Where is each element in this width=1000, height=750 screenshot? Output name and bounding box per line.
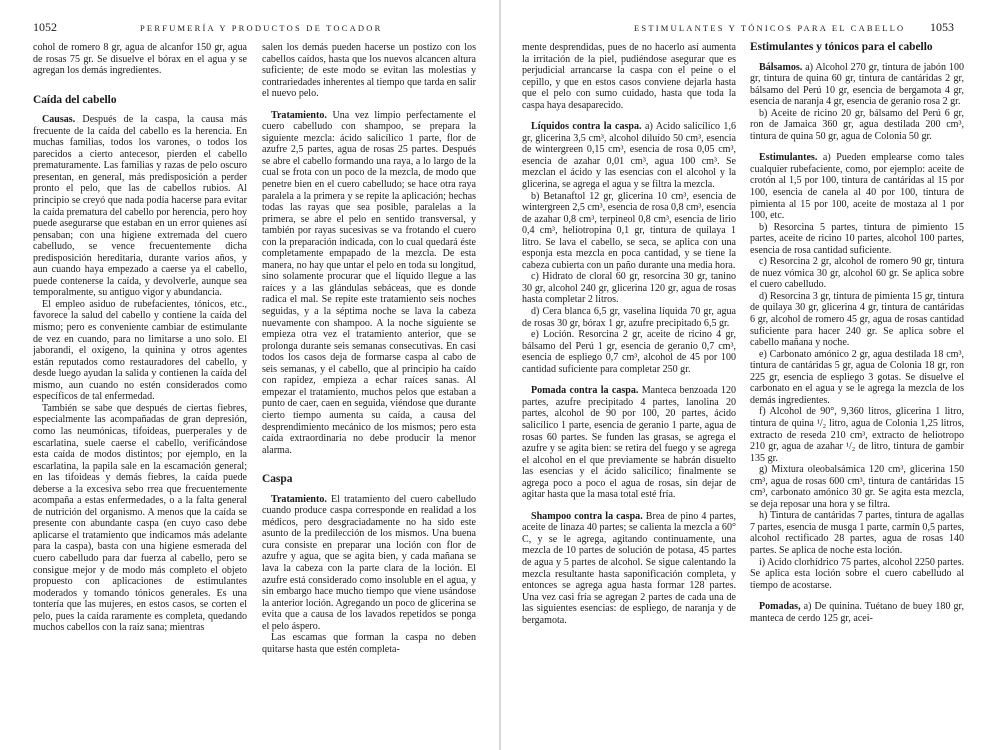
right-page-column-2: [750, 42, 964, 746]
body-paragraph: [522, 191, 736, 272]
section-heading: Caída del cabello: [33, 93, 117, 106]
paragraph-text: Manteca benzoada 120 partes, azufre precipitado 4 partes, lanolina 20 partes, alcohol de 90 por 100, 20 partes, ácido salicílico 1 parte, esencia de geranio 1 parte, agua de rosas 60 partes. Se funden las grasas, se agrega el azufre y se agita bien: se retira del fuego y se agrega el alcohol en el que previamente se habrán disuelto las esencias y el ácido salicílico; finalmente se agrega poco a poco el agua de rosas, sin dejar de agitar hasta que la masa total esté fría.: [522, 385, 736, 501]
paragraph-text: salen los demás pueden hacerse un postizo con los cabellos caídos, hasta que los nuevos alcancen altura suficiente; de este modo se evitan las molestias y contrariedades inherentes al tiempo que tarda en salir el nuevo pelo.: [262, 42, 476, 100]
left-page-number: 1052: [33, 20, 57, 34]
paragraph-spacer: [522, 375, 736, 385]
paragraph-text: También se sabe que después de ciertas fiebres, especialmente las acompañadas de gran depresión, como las neumónicas, tifoideas, puerperales y de escarlatina, suele caerse el cabello, verificándose esta caída de modos distintos; por ejemplo, en la escarlatina, la papila sale en la escamación general; en las tifoideas y demás fiebres, la caída puede deberse a la excesiva sebo rrea que frecuentemente acompaña a estas enfermedades, o a la falta general de nutrición del organismo. A menos que la caída se presente con abundante caspa (en cuyo caso debe aplicarse el tratamiento que indicamos más adelante para la caspa), basta con una higiene esmerada del cuero cabelludo para dar fuerza al cabello, pero se consigue mejor y de modo más completo el objeto propuesto con aplicaciones de estimulantes moderados y tomando tónicos generales. Es una tontería que las mujeres, en estos casos, se corten el pelo, pues la caída raramente es completa, quedando muchos cabellos con la raíz sana; mientras: [33, 402, 247, 634]
body-paragraph: [750, 62, 964, 108]
paragraph-spacer: [262, 456, 476, 466]
body-paragraph: [750, 464, 964, 510]
paragraph-text: Brea de pino 4 partes, aceite de linaza 40 partes; se calienta la mezcla a 60° C, y se le agrega, agitando continuamente, una mezcla de 10 partes de solución de potasa, 45 partes de agua y 5 partes de alcohol. Se sigue calentando la mezcla resultante hasta saponificación completa, y entonces se agrega agua hasta formar 128 partes. Una vez casi fría se agregan 2 partes de cada una de las siguientes esencias: de espliego, de naranja y de bergamota.: [522, 510, 736, 626]
body-paragraph: [262, 110, 476, 456]
body-paragraph: [750, 510, 964, 556]
run-in-heading: Bálsamos.: [759, 61, 803, 73]
paragraph-text: El empleo asiduo de rubefacientes, tónicos, etc., favorece la salud del cabello y contiene la caída del mismo; pero es conveniente cambiar de estimulante de vez en cuando, para no limitarse a uno solo. El jaborandi, el oxígeno, la quinina y otros agentes están reputados como restauradores del cabello, y desde luego ayudan la salida y contienen la caída del mismo, aun cuando no estén considerados como específicos de tal enfermedad.: [33, 298, 247, 403]
body-paragraph: [522, 329, 736, 375]
run-in-heading: Líquidos contra la caspa.: [531, 121, 642, 133]
section-heading: Caspa: [262, 473, 293, 486]
body-paragraph: [522, 511, 736, 626]
body-paragraph: [522, 121, 736, 190]
body-paragraph: [262, 494, 476, 633]
paragraph-text: b) Betanaftol 12 gr, glicerina 10 cm³, esencia de wintergreen 2,5 cm³, esencia de rosa 0,8 cm³, esencia de azahar 0,8 cm³, terpineol 0,8 cm³, esencia de lirio 0,4 cm³, heliotropina 0,1 gr, tintura de quilaya 1 litro. Se lava el cabello, se seca, se aplica con una esponja esta mezcla en poca cantidad, y se tiene la cabeza cubierta con un paño durante una media hora.: [522, 190, 736, 271]
run-in-heading: Tratamiento.: [271, 109, 327, 121]
paragraph-text: i) Acido clorhídrico 75 partes, alcohol 2250 partes. Se aplica esta loción sobre el cuero cabelludo al tiempo de acostarse.: [750, 556, 964, 591]
page-gutter: [499, 0, 501, 750]
paragraph-text: cohol de romero 8 gr, agua de alcanfor 150 gr, agua de rosas 75 gr. Se disuelve el bórax en el agua y se agregan los demás ingredientes.: [33, 42, 247, 77]
paragraph-text: Una vez limpio perfectamente el cuero cabelludo con shampoo, se prepara la siguiente mezcla: ácido salicílico 1 parte, flor de azufre 2,5 partes, agua de rosas 25 partes. Después se abre el cabello formando una raya, a lo largo de la cual se frota con un poco de la mezcla, de modo que penetre bien en el cuero cabelludo; se hace otra raya paralela a la primera y se repite la aplicación; hechas todas las rayas que sea posible, paralelas a la primera, se abre el pelo en sentido transversal, y también por rayas sucesivas se va frotando el cuero con la preparación indicada, con lo cual quedará éste completamente empapado de la mezcla. De esta manera, no hay que untar el pelo en toda su longitud, sino solamente procurar que el líquido llegue a las raíces y a las glándulas sebáceas, que es donde radica el mal. Se repite este tratamiento seis noches seguidas, y a la séptima noche se lava la cabeza nuevamente con shampoo. A la noche siguiente se empieza otra vez el tratamiento anterior, que se prolonga durante seis semanas consecutivas. En casi todos los casos deja de formarse caspa al cabo de seis semanas, y el cabello, que al principio ha caído con rapidez, empieza a echar raíces sanas. Al empezar el tratamiento, muchos pelos que estaban a punto de caer, caen en seguida, viéndose que durante cierto tiempo aumenta su caída, a causa del desprendimiento mecánico de los mismos; pero esta caída extraordinaria no debe producir la menor alarma.: [262, 109, 476, 456]
body-paragraph: [750, 601, 964, 624]
body-paragraph: [33, 114, 247, 299]
paragraph-text: g) Mixtura oleobalsámica 120 cm³, glicerina 150 cm³, agua de rosas 600 cm³, tintura de cantáridas 15 cm³, carbonato amónico 30 gr. Se agita esta mezcla, se deja reposar una hora y se filtra.: [750, 464, 964, 510]
paragraph-text: Después de la caspa, la causa más frecuente de la caída del cabello es la herencia. En muchas familias, todos los varones, o todos los parecidos a cierto antecesor, pierden el cabello prematuramente. Las familias y razas de pelo oscuro presentan, en general, más predisposición a perder pronto el pelo, que las de cabellos rubios. Al principio se creyó que nada podía hacerse para evitar la caída prematura del cabello por herencia, pero hoy puede asegurarse que estaban en un error quienes así pensaban; con una higiene extremada del cuero cabelludo, se vence frecuentemente dicha predisposición hereditaria, durante varios años, y aun cuando haya empezado a caerse ya el cabello, puede contenerse la caída, y devolverle, aunque sea temporalmente, su antiguo vigor y abundancia.: [33, 114, 247, 299]
body-paragraph: [33, 403, 247, 634]
body-paragraph: [750, 349, 964, 407]
body-paragraph: [750, 291, 964, 349]
body-paragraph: [522, 42, 736, 111]
run-in-heading: Causas.: [42, 114, 76, 126]
paragraph-text: d) Resorcina 3 gr, tintura de pimienta 15 gr, tintura de quilaya 30 gr, glicerina 4 gr, tintura de cantáridas 6 gr, alcohol de romero 45 gr, agua de rosas cantidad suficiente para hacer 240 gr. Se aplica sobre el cabello mañana y noche.: [750, 290, 964, 349]
paragraph-text: mente desprendidas, pues de no hacerlo así aumenta la irritación de la piel, pudiéndose asegurar que es perjudicial arrancarse la caspa con el peine o el cepillo, y que en estos casos conviene dejarla hasta que el pelo con sumo cuidado, hasta que toda la caspa haya desaparecido.: [522, 42, 736, 111]
paragraph-text: d) Cera blanca 6,5 gr, vaselina líquida 70 gr, agua de rosas 30 gr, bórax 1 gr, azufre precipitado 6,5 gr.: [522, 306, 736, 329]
body-paragraph: [522, 385, 736, 500]
left-page-column-1: [33, 42, 247, 746]
section-heading: Estimulantes y tónicos para el cabello: [750, 42, 933, 53]
paragraph-text: a) Alcohol 270 gr, tintura de jabón 100 gr, tintura de quina 60 gr, tintura de cantáridas 2 gr, bálsamo del Perú 10 gr, esencia de bergamota 4 gr, esencia de naranja 4 gr, esencia de geranio rosa 2 gr.: [750, 61, 964, 108]
paragraph-spacer: [522, 111, 736, 121]
paragraph-spacer: [522, 501, 736, 511]
paragraph-text: f) Alcohol de 90°, 9,360 litros, glicerina 1 litro, tintura de quina ¹/₂ litro, agua de Colonia 1,25 litros, extracto de reseda 210 cm³, extracto de heliotropo 210 gr, agua de azahar ¹/₂ de litro, tintura de gambir 135 gr.: [750, 406, 964, 464]
run-in-heading: Pomada contra la caspa.: [531, 385, 639, 397]
body-paragraph: [750, 108, 964, 143]
paragraph-text: El tratamiento del cuero cabelludo cuando produce caspa corresponde en realidad a los médicos, pero desgraciadamente no ha sido este asunto de la predilección de los mismos. Una buena cura consiste en preparar una loción con flor de azufre y agua, que se agita bien, y cada mañana se lava la cabeza con la parte clara de la loción. El azufre está considerado como insoluble en el agua, y sin embargo hace mucho tiempo que viene usándose la anterior loción. Agregando un poco de glicerina se evita que a causa de los lavados repetidos se ponga el pelo áspero.: [262, 493, 476, 632]
run-in-heading: Estimulantes.: [759, 152, 818, 164]
paragraph-text: Las escamas que forman la caspa no deben quitarse hasta que estén completa-: [262, 632, 476, 655]
paragraph-text: e) Loción. Resorcina 2 gr, aceite de ricino 4 gr, bálsamo del Perú 1 gr, esencia de geranio 0,7 cm³, esencia de espliego 0,7 cm³, alcohol de 45 por 100 cantidad suficiente para completar 250 gr.: [522, 329, 736, 375]
right-page-column-1: [522, 42, 736, 746]
body-paragraph: [750, 256, 964, 291]
body-paragraph: [522, 306, 736, 329]
body-paragraph: [262, 632, 476, 655]
run-in-heading: Tratamiento.: [271, 493, 327, 505]
right-page-number: 1053: [930, 20, 954, 34]
body-paragraph: [750, 222, 964, 257]
paragraph-text: a) Pueden emplearse como tales cualquier rubefaciente, como, por ejemplo: aceite de crotón al 1,5 por 100, tintura de cantáridas al 15 por 100, esencia de canela al 40 por 100, tintura de pimienta al 15 por 100, aceite de mostaza al 1 por 100, etc.: [750, 152, 964, 222]
paragraph-text: e) Carbonato amónico 2 gr, agua destilada 18 cm³, tintura de cantáridas 5 gr, agua de Colonia 18 gr, ron 225 gr, esencia de espliego 3 gotas. Se disuelve el carbonato en el agua y se le agrega la mezcla de los demás ingredientes.: [750, 348, 964, 406]
body-paragraph: [750, 152, 964, 221]
body-paragraph: [750, 557, 964, 592]
paragraph-text: c) Resorcina 2 gr, alcohol de romero 90 gr, tintura de nuez vómica 30 gr, alcohol 60 gr. Se aplica sobre el cuero cabelludo.: [750, 256, 964, 291]
paragraph-spacer: [262, 100, 476, 110]
paragraph-text: c) Hidrato de cloral 60 gr, resorcina 30 gr, tanino 30 gr, alcohol 240 gr, glicerina 120 gr, agua de rosas hasta completar 2 litros.: [522, 271, 736, 306]
paragraph-text: b) Aceite de ricino 20 gr, bálsamo del Perú 6 gr, ron de Jamaica 360 gr, agua destilada 200 cm³, tintura de quina 50 gr, agua de Colonia 50 gr.: [750, 107, 964, 142]
paragraph-text: h) Tintura de cantáridas 7 partes, tintura de agallas 7 partes, esencia de musga 1 parte, carmín 0,5 partes, alcohol rectificado 28 partes, agua de rosas 140 partes. Se aplica de noche esta loción.: [750, 510, 964, 556]
body-paragraph: [522, 271, 736, 306]
paragraph-spacer: [33, 77, 247, 87]
body-paragraph: [750, 406, 964, 464]
body-paragraph: [33, 42, 247, 77]
paragraph-text: b) Resorcina 5 partes, tintura de pimiento 15 partes, aceite de ricino 10 partes, alcohol 100 partes, esencia de rosa cantidad suficiente.: [750, 221, 964, 256]
left-page-column-2: [262, 42, 476, 746]
right-running-head: ESTIMULANTES Y TÓNICOS PARA EL CABELLO: [634, 23, 906, 33]
body-paragraph: [33, 299, 247, 403]
paragraph-text: a) De quinina. Tuétano de buey 180 gr, manteca de cerdo 125 gr, acei-: [750, 601, 964, 624]
left-running-head: PERFUMERÍA Y PRODUCTOS DE TOCADOR: [140, 23, 383, 33]
paragraph-text: a) Acido salicílico 1,6 gr, glicerina 3,5 cm³, alcohol diluído 50 cm³, esencia de wintergreen 0,15 cm³, esencia de rosa 0,05 cm³, esencia de azahar 0,01 cm³, agua 100 cm³. Se mezclan el ácido y las esencias con el alcohol y la glicerina, se agrega el agua y se filtra la mezcla.: [522, 121, 736, 191]
body-paragraph: [262, 42, 476, 100]
paragraph-spacer: [750, 591, 964, 601]
paragraph-spacer: [750, 142, 964, 152]
run-in-heading: Pomadas,: [759, 601, 801, 613]
run-in-heading: Shampoo contra la caspa.: [531, 510, 643, 522]
